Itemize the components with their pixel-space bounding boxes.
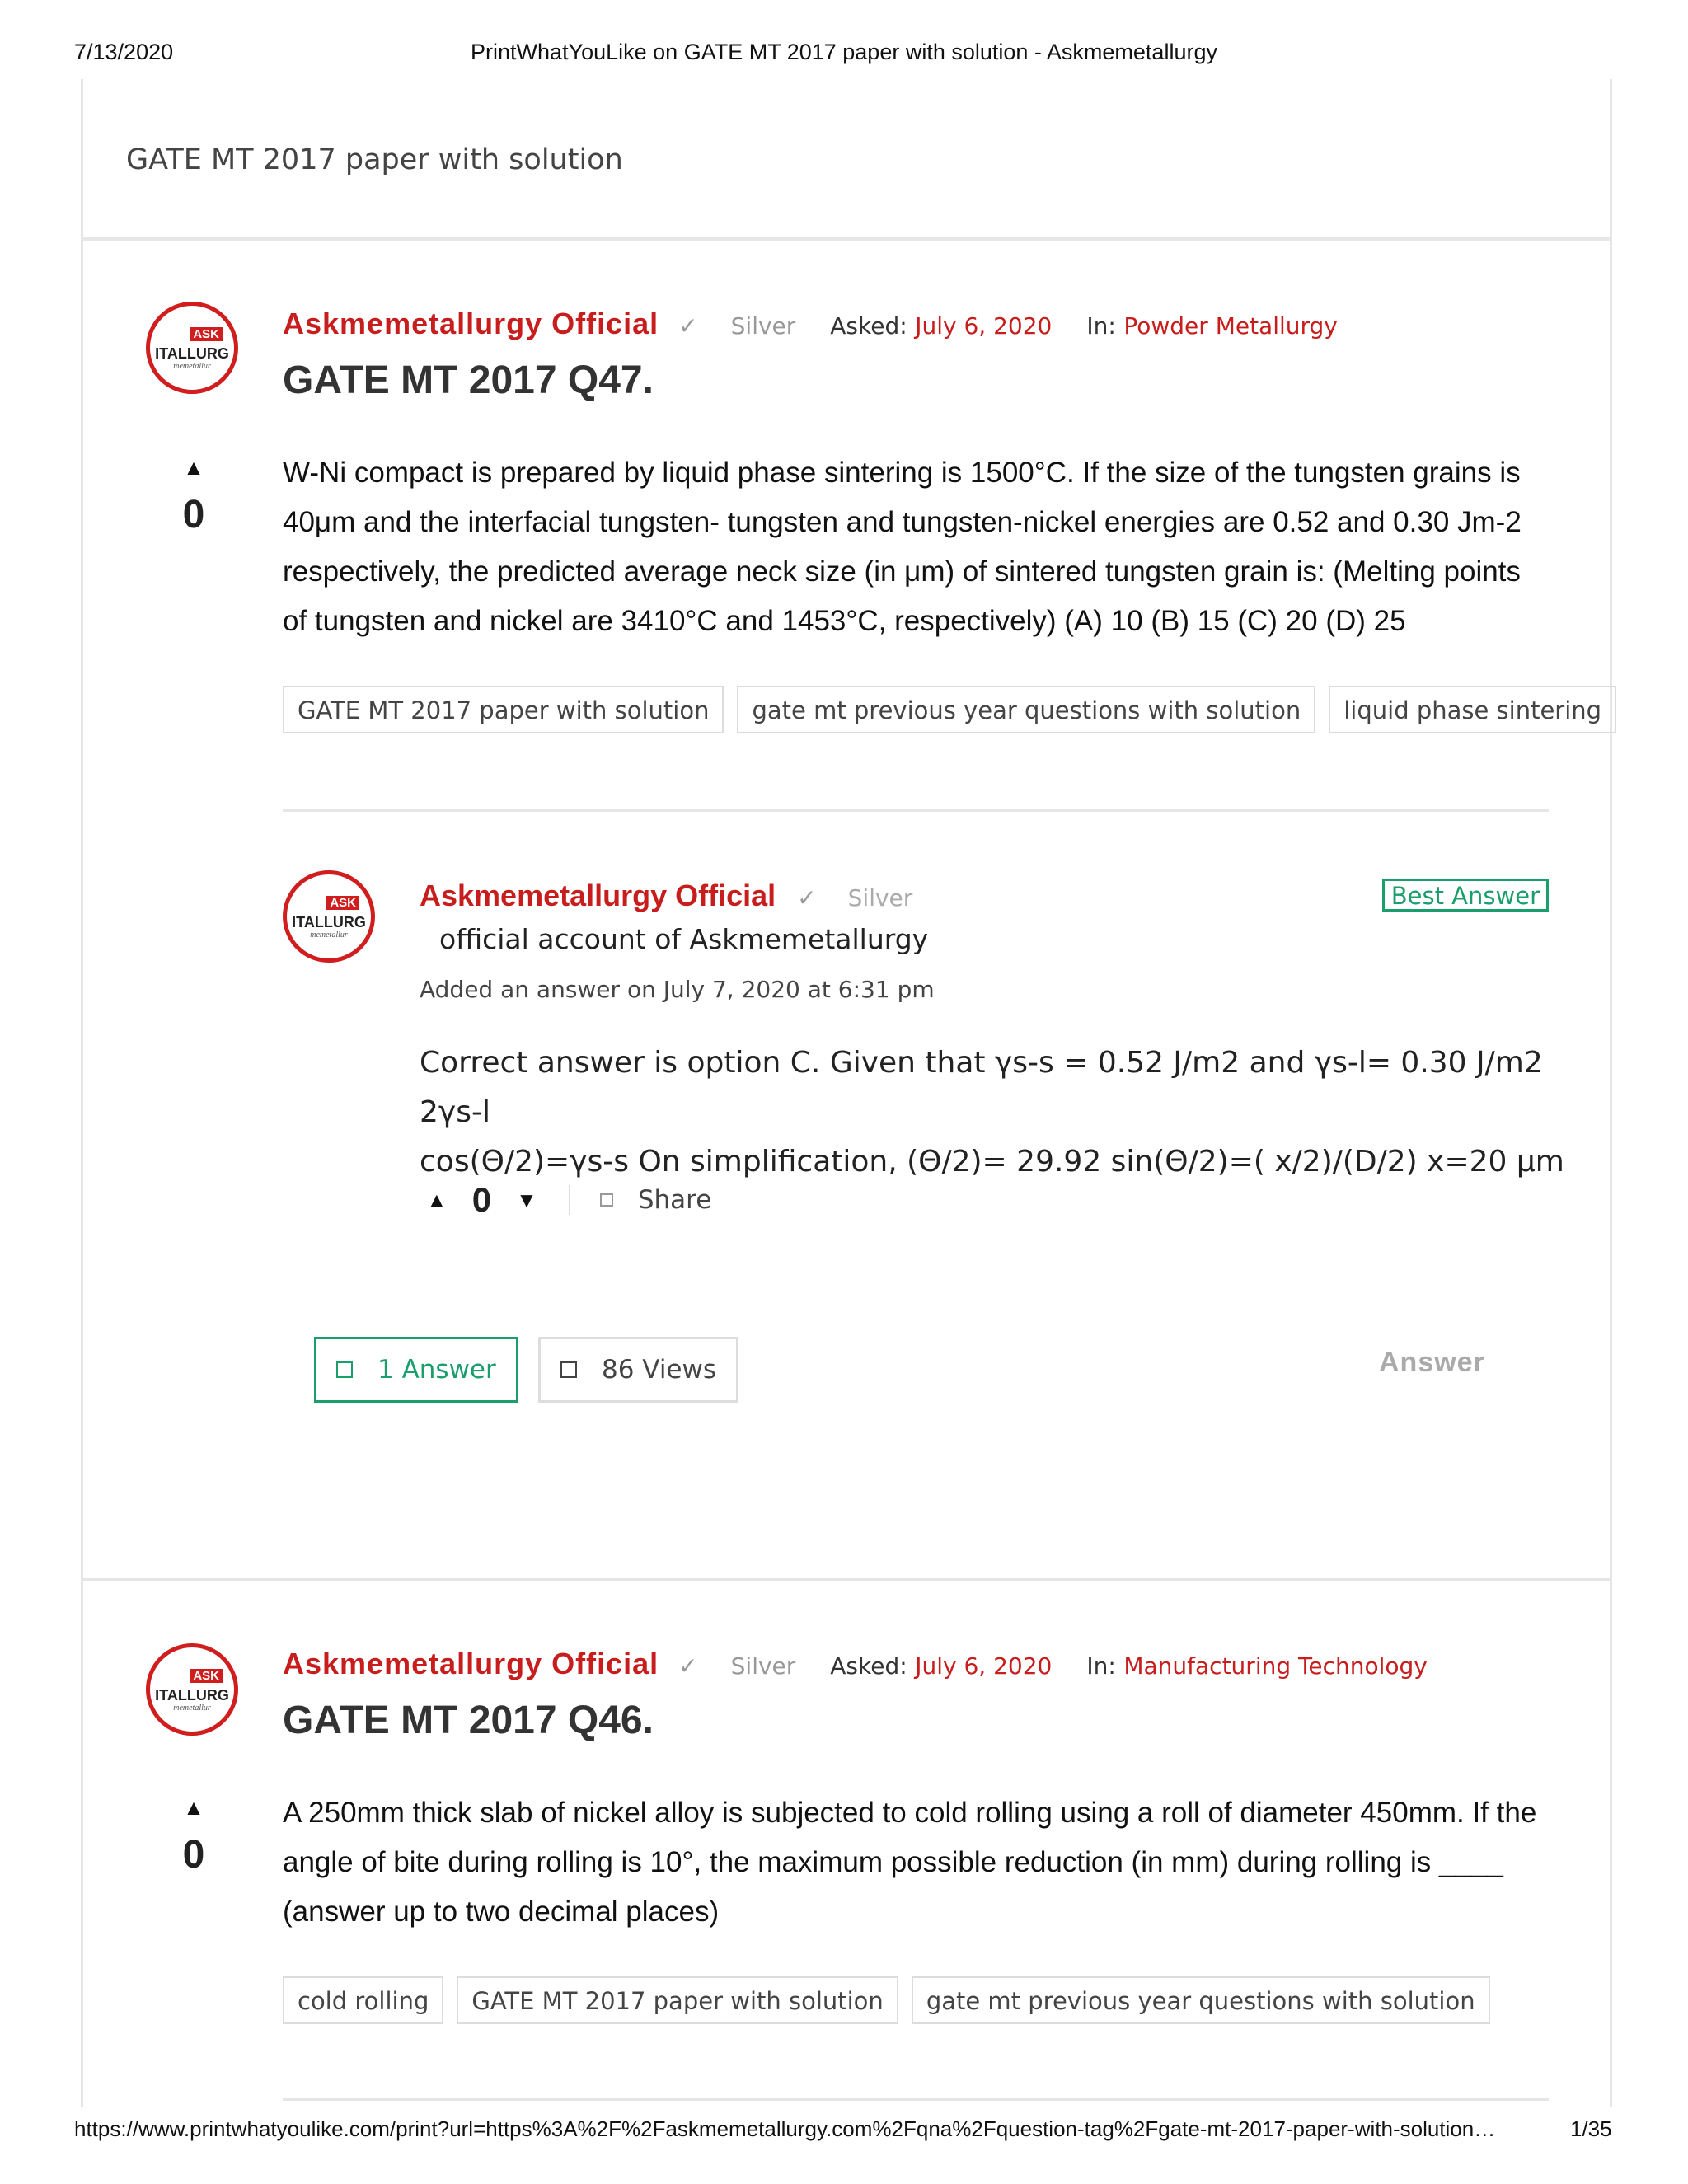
print-header bbox=[0, 40, 1688, 68]
avatar[interactable] bbox=[146, 302, 238, 394]
answer-avatar[interactable] bbox=[283, 870, 375, 963]
avatar-logo-sub: memetallur bbox=[310, 930, 348, 940]
comment-icon bbox=[336, 1361, 353, 1378]
share-button[interactable]: Share bbox=[637, 1185, 712, 1215]
answer-actions bbox=[426, 1180, 711, 1220]
divider bbox=[283, 809, 1549, 812]
question-line: 40μm and the interfacial tungsten- tungsten and tungsten-nickel energies are 0.52 and 0.30 Jm-2 bbox=[283, 506, 1522, 538]
question-line: W-Ni compact is prepared by liquid phase sintering is 1500°C. If the size of the tungsten grains is bbox=[283, 457, 1521, 489]
answer-vote-count: 0 bbox=[471, 1180, 492, 1219]
avatar-logo-sub: memetallur bbox=[173, 362, 211, 371]
answer-line: cos(Θ/2)=γs-s On simplification, (Θ/2)= 29.92 sin(Θ/2)=( x/2)/(D/2) x=20 μm bbox=[420, 1145, 1564, 1179]
author-link[interactable]: Askmemetallurgy Official bbox=[283, 1647, 659, 1680]
upvote-icon[interactable]: ▲ bbox=[183, 455, 204, 480]
content-frame bbox=[81, 79, 1612, 2107]
views-count-button[interactable] bbox=[538, 1337, 738, 1403]
question-meta bbox=[283, 307, 1338, 341]
upvote-icon[interactable]: ▲ bbox=[183, 1795, 204, 1820]
in-label: In: bbox=[1086, 1652, 1116, 1680]
answer-author-link[interactable]: Askmemetallurgy Official bbox=[420, 879, 776, 912]
page-title: GATE MT 2017 paper with solution bbox=[126, 143, 623, 176]
vote-count: 0 bbox=[182, 1833, 205, 1877]
avatar-logo-tag: ASK bbox=[190, 327, 223, 341]
eye-icon bbox=[560, 1361, 577, 1378]
tag-list bbox=[283, 686, 1616, 733]
verified-icon: ✓ bbox=[678, 1652, 698, 1680]
asked-date-link[interactable]: July 6, 2020 bbox=[915, 312, 1053, 340]
verified-icon: ✓ bbox=[797, 885, 817, 911]
separator bbox=[569, 1185, 570, 1215]
best-answer-badge: Best Answer bbox=[1382, 879, 1549, 912]
question-body bbox=[283, 1788, 1536, 1937]
question-line: A 250mm thick slab of nickel alloy is subjected to cold rolling using a roll of diameter 450mm. If the bbox=[283, 1797, 1537, 1829]
answer-author bbox=[420, 879, 912, 913]
tag-chip[interactable]: liquid phase sintering bbox=[1329, 686, 1616, 733]
question-body bbox=[283, 448, 1522, 646]
question-line: (answer up to two decimal places) bbox=[283, 1896, 720, 1928]
answer-author-description: official account of Askmemetallurgy bbox=[439, 923, 929, 955]
avatar-logo-sub: memetallur bbox=[173, 1704, 211, 1713]
print-title: PrintWhatYouLike on GATE MT 2017 paper with solution - Askmemetallurgy bbox=[471, 40, 1217, 64]
answer-body bbox=[420, 1038, 1610, 1187]
answer-link[interactable]: Answer bbox=[1379, 1347, 1485, 1378]
vote-box bbox=[161, 455, 227, 537]
author-link[interactable]: Askmemetallurgy Official bbox=[283, 307, 659, 340]
avatar-logo-brand: ITALLURG bbox=[292, 914, 366, 930]
print-date: 7/13/2020 bbox=[74, 40, 174, 64]
user-badge: Silver bbox=[730, 1652, 796, 1680]
answer-line: Correct answer is option C. Given that γs-s = 0.52 J/m2 and γs-l= 0.30 J/m2 2γs-l bbox=[420, 1046, 1543, 1129]
question-title[interactable]: GATE MT 2017 Q47. bbox=[283, 359, 654, 402]
asked-label: Asked: bbox=[830, 312, 907, 340]
category-link[interactable]: Manufacturing Technology bbox=[1123, 1652, 1428, 1680]
share-icon[interactable] bbox=[600, 1193, 613, 1207]
question-meta bbox=[283, 1647, 1428, 1681]
user-badge: Silver bbox=[847, 884, 913, 912]
avatar[interactable] bbox=[146, 1643, 238, 1736]
page-title-bar bbox=[83, 79, 1610, 241]
avatar-logo-tag: ASK bbox=[190, 1669, 223, 1683]
question-card bbox=[83, 1581, 1610, 2108]
answers-count-label: 1 Answer bbox=[377, 1355, 496, 1385]
asked-label: Asked: bbox=[830, 1652, 907, 1680]
avatar-logo-brand: ITALLURG bbox=[155, 345, 229, 362]
tag-chip[interactable]: GATE MT 2017 paper with solution bbox=[457, 1976, 898, 2024]
question-card bbox=[83, 241, 1610, 1581]
tag-chip[interactable]: GATE MT 2017 paper with solution bbox=[283, 686, 724, 733]
question-title[interactable]: GATE MT 2017 Q46. bbox=[283, 1699, 654, 1742]
divider bbox=[283, 2098, 1549, 2101]
question-line: of tungsten and nickel are 3410°C and 1453°C, respectively) (A) 10 (B) 15 (C) 20 (D) 25 bbox=[283, 605, 1406, 637]
verified-icon: ✓ bbox=[678, 312, 698, 340]
avatar-logo-tag: ASK bbox=[326, 896, 359, 910]
question-line: angle of bite during rolling is 10°, the maximum possible reduction (in mm) during rolling is ____ bbox=[283, 1846, 1503, 1878]
question-line: respectively, the predicted average neck size (in μm) of sintered tungsten grain is: (Melting points bbox=[283, 555, 1521, 588]
downvote-icon[interactable]: ▼ bbox=[516, 1187, 537, 1212]
print-url: https://www.printwhatyoulike.com/print?url=https%3A%2F%2Faskmemetallurgy.com%2Fqna%2Fquestion-tag%2Fgate-mt-2017-paper-with-solution… bbox=[74, 2116, 1496, 2141]
vote-count: 0 bbox=[182, 493, 205, 537]
views-count-label: 86 Views bbox=[602, 1355, 717, 1385]
in-label: In: bbox=[1086, 312, 1116, 340]
user-badge: Silver bbox=[730, 312, 796, 340]
answer-date: Added an answer on July 7, 2020 at 6:31 pm bbox=[420, 976, 935, 1003]
page-number: 1/35 bbox=[1570, 2116, 1612, 2141]
tag-chip[interactable]: cold rolling bbox=[283, 1976, 443, 2024]
vote-box bbox=[161, 1795, 227, 1877]
avatar-logo-brand: ITALLURG bbox=[155, 1687, 229, 1704]
upvote-icon[interactable]: ▲ bbox=[426, 1187, 448, 1212]
category-link[interactable]: Powder Metallurgy bbox=[1123, 312, 1338, 340]
answers-count-button[interactable] bbox=[314, 1337, 518, 1403]
tag-chip[interactable]: gate mt previous year questions with solution bbox=[737, 686, 1315, 733]
tag-chip[interactable]: gate mt previous year questions with solution bbox=[912, 1976, 1490, 2024]
tag-list bbox=[283, 1976, 1490, 2024]
asked-date-link[interactable]: July 6, 2020 bbox=[915, 1652, 1053, 1680]
